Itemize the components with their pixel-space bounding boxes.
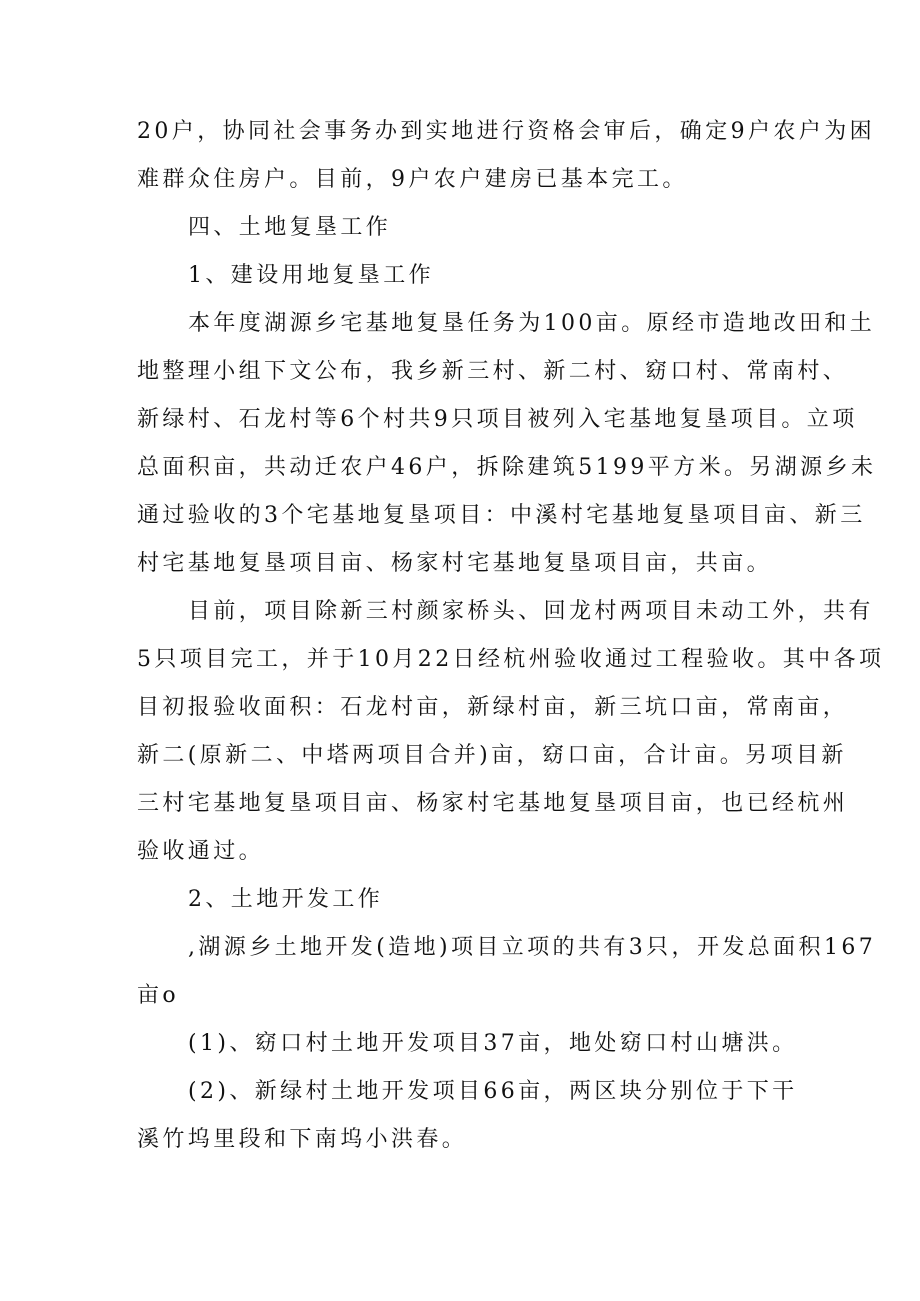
text-line: 新二(原新二、中塔两项目合并)亩，窈口亩，合计亩。另项目新 bbox=[137, 743, 847, 768]
text-line: 本年度湖源乡宅基地复垦任务为100亩。原经市造地改田和土 bbox=[188, 311, 876, 336]
text-line: 目前，项目除新三村颜家桥头、回龙村两项目未动工外，共有 bbox=[188, 599, 874, 624]
text-line: 目初报验收面积：石龙村亩，新绿村亩，新三坑口亩，常南亩， bbox=[137, 695, 849, 720]
text-line: 村宅基地复垦项目亩、杨家村宅基地复垦项目亩，共亩。 bbox=[137, 551, 773, 576]
subsection-heading: 1、建设用地复垦工作 bbox=[188, 263, 434, 288]
text-line: 验收通过。 bbox=[137, 839, 265, 864]
list-item: (1)、窈口村土地开发项目37亩，地处窈口村山塘洪。 bbox=[188, 1031, 798, 1056]
section-heading: 四、土地复垦工作 bbox=[188, 215, 392, 240]
text-line: 难群众住房户。目前，9户农户建房已基本完工。 bbox=[137, 167, 688, 192]
text-line: 新绿村、石龙村等6个村共9只项目被列入宅基地复垦项目。立项 bbox=[137, 407, 858, 432]
text-line: 地整理小组下文公布，我乡新三村、新二村、窈口村、常南村、 bbox=[137, 359, 849, 384]
text-line: 20户，协同社会事务办到实地进行资格会审后，确定9户农户为困 bbox=[137, 119, 875, 144]
text-line: 通过验收的3个宅基地复垦项目：中溪村宅基地复垦项目亩、新三 bbox=[137, 503, 866, 528]
subsection-heading: 2、土地开发工作 bbox=[188, 887, 384, 912]
text-line: ,湖源乡土地开发(造地)项目立项的共有3只，开发总面积167 bbox=[188, 935, 877, 960]
text-line: 溪竹坞里段和下南坞小洪春。 bbox=[137, 1127, 468, 1152]
text-line: 5只项目完工，并于10月22日经杭州验收通过工程验收。其中各项 bbox=[137, 647, 885, 672]
text-line: 三村宅基地复垦项目亩、杨家村宅基地复垦项目亩，也已经杭州 bbox=[137, 791, 849, 816]
text-line: 总面积亩，共动迁农户46户，拆除建筑5199平方米。另湖源乡未 bbox=[137, 455, 877, 480]
list-item: (2)、新绿村土地开发项目66亩，两区块分别位于下干 bbox=[188, 1079, 798, 1104]
text-line: 亩o bbox=[137, 983, 180, 1008]
